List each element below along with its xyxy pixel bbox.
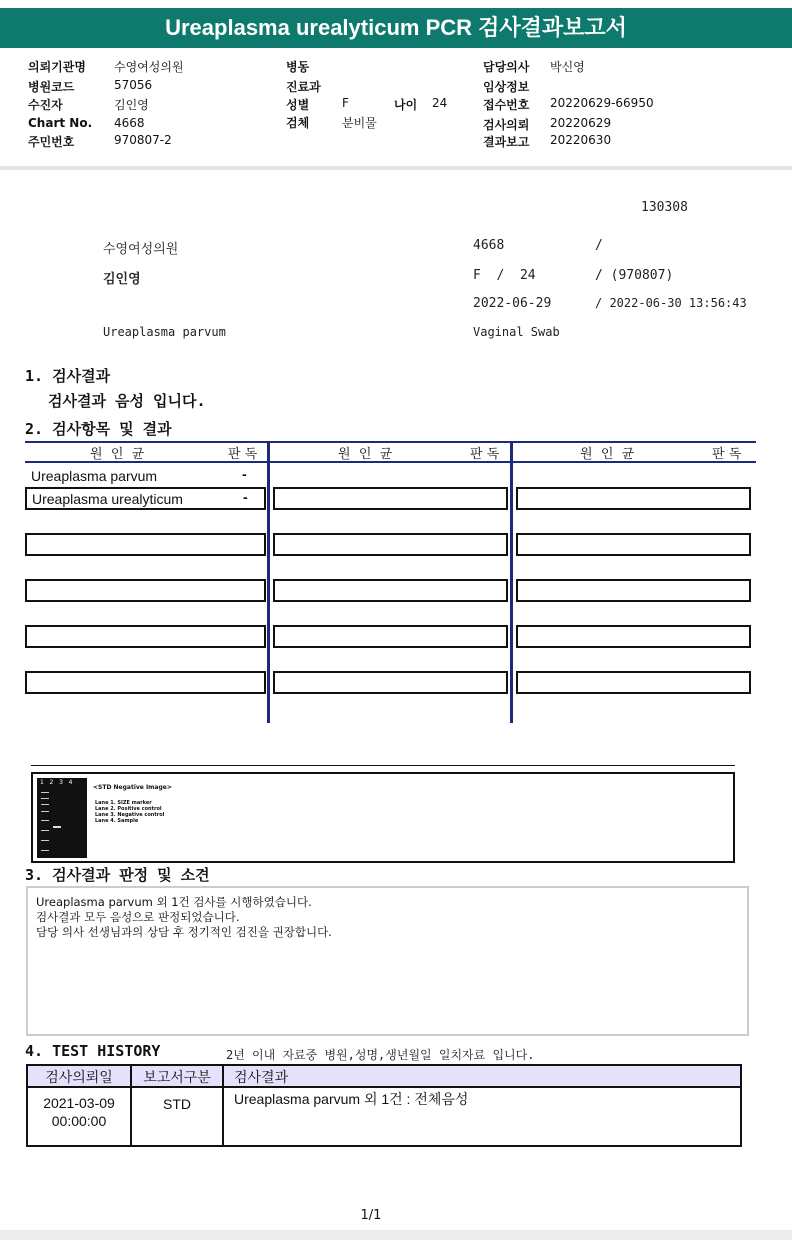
report-code: 130308: [641, 200, 688, 215]
header-label: 담당의사: [483, 60, 530, 74]
header-value: 분비물: [342, 116, 377, 130]
section4-title: 4. TEST HISTORY: [25, 1042, 161, 1060]
section3-title: 3. 검사결과 판정 및 소견: [25, 866, 210, 884]
header-label: Chart No.: [28, 116, 93, 130]
column-divider: [267, 441, 270, 723]
header-value: 20220629-66950: [550, 96, 654, 110]
section1-text: 검사결과 음성 입니다.: [48, 392, 206, 410]
col-header-judge: 판 독: [228, 447, 258, 462]
result-row-box: [25, 579, 266, 602]
pathogen-name: Ureaplasma parvum: [31, 468, 158, 484]
header-divider: [0, 166, 792, 170]
header-label: 접수번호: [483, 98, 530, 112]
info-birth: / (970807): [595, 268, 674, 283]
opinion-line: 담당 의사 선생님과의 상담 후 정기적인 검진을 권장합니다.: [36, 925, 332, 939]
gel-top-rule: [31, 765, 735, 766]
history-header-type: 보고서구분: [143, 1069, 211, 1085]
header-label: 수진자: [28, 98, 63, 112]
info-hospital: 수영여성의원: [103, 242, 179, 257]
info-date-reported: / 2022-06-30 13:56:43: [595, 296, 747, 310]
gel-lane-numbers: 1 2 3 4: [40, 779, 73, 786]
history-header-result: 검사결과: [234, 1069, 289, 1085]
header-value: F: [342, 96, 349, 110]
history-date: 2021-03-09: [43, 1095, 115, 1111]
header-value: 57056: [114, 78, 153, 92]
header-label: 병원코드: [28, 80, 75, 94]
header-label: 주민번호: [28, 135, 75, 149]
section2-title: 2. 검사항목 및 결과: [25, 420, 172, 438]
history-result: Ureaplasma parvum 외 1건 : 전체음성: [234, 1091, 469, 1107]
info-test: Ureaplasma parvum: [103, 325, 226, 339]
gel-image: [37, 778, 87, 858]
gel-title: <STD Negative Image>: [93, 784, 172, 791]
info-patient: 김인영: [103, 272, 141, 287]
result-row-box: [25, 625, 266, 648]
result-row-box: [25, 533, 266, 556]
result-row-box: [516, 625, 751, 648]
page-bottom-bar: [0, 1230, 792, 1240]
result-row-box: [273, 579, 508, 602]
opinion-box: [26, 886, 749, 1036]
col-header-pathogen: 원 인 균: [338, 447, 393, 462]
header-label: 임상정보: [483, 80, 530, 94]
header-value: 4668: [114, 116, 145, 130]
opinion-line: Ureaplasma parvum 외 1건 검사를 시행하였습니다.: [36, 895, 312, 909]
info-date-received: 2022-06-29: [473, 296, 552, 311]
result-row-box: [516, 487, 751, 510]
result-row-box: [25, 487, 266, 510]
info-sex-age: F / 24: [473, 268, 536, 283]
gel-legend-item: Lane 4. Sample: [95, 818, 139, 824]
history-note: 2년 이내 자료중 병원,성명,생년월일 일치자료 입니다.: [226, 1048, 535, 1062]
header-label: 나이: [394, 98, 418, 112]
pathogen-name: Ureaplasma urealyticum: [32, 491, 183, 507]
header-label: 진료과: [286, 80, 321, 94]
header-value: 970807-2: [114, 133, 172, 147]
info-slash: /: [595, 238, 603, 253]
gel-legend: [87, 778, 172, 858]
page-number: 1/1: [360, 1208, 382, 1223]
section1-title: 1. 검사결과: [25, 367, 111, 385]
result-row-box: [516, 671, 751, 694]
header-label: 검체: [286, 116, 310, 130]
result-row-box: [516, 579, 751, 602]
col-header-pathogen: 원 인 균: [90, 447, 145, 462]
result-row-box: [273, 487, 508, 510]
header-value: 수영여성의원: [114, 60, 184, 74]
col-header-judge: 판 독: [712, 447, 742, 462]
header-label: 검사의뢰: [483, 118, 530, 132]
gel-legend-item: Lane 1. SIZE marker: [95, 800, 152, 806]
col-header-pathogen: 원 인 균: [580, 447, 635, 462]
pathogen-result: -: [243, 489, 248, 505]
header-value: 20220630: [550, 133, 612, 147]
result-row-box: [273, 625, 508, 648]
header-label: 결과보고: [483, 135, 530, 149]
opinion-line: 검사결과 모두 음성으로 판정되었습니다.: [36, 910, 240, 924]
info-chart: 4668: [473, 238, 505, 253]
info-specimen: Vaginal Swab: [473, 325, 560, 339]
result-row-box: [516, 533, 751, 556]
col-header-judge: 판 독: [470, 447, 500, 462]
header-label: 성별: [286, 98, 310, 112]
header-value: 박신영: [550, 60, 585, 74]
pathogen-result: -: [242, 466, 247, 482]
header-value: 20220629: [550, 116, 612, 130]
result-row-box: [25, 671, 266, 694]
header-label: 병동: [286, 60, 310, 74]
report-title: Ureaplasma urealyticum PCR 검사결과보고서: [0, 8, 792, 48]
history-table: [26, 1064, 742, 1147]
result-row-box: [273, 671, 508, 694]
result-row-box: [273, 533, 508, 556]
history-type: STD: [163, 1096, 191, 1112]
gel-legend-item: Lane 2. Positive control: [95, 806, 162, 812]
history-col-divider: [222, 1066, 224, 1145]
gel-legend-item: Lane 3. Negative control: [95, 812, 165, 818]
header-label: 의뢰기관명: [28, 60, 86, 74]
header-value: 24: [432, 96, 448, 110]
header-value: 김인영: [114, 98, 149, 112]
column-divider: [510, 441, 513, 723]
history-time: 00:00:00: [51, 1113, 107, 1129]
history-header-date: 검사의뢰일: [45, 1069, 113, 1085]
